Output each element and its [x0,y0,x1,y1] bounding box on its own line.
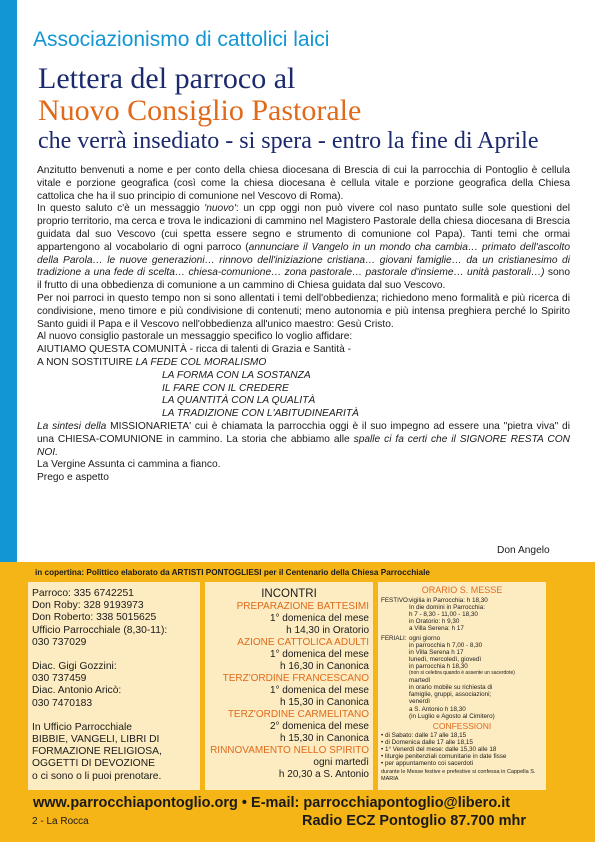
article-title-line1: Lettera del parroco al [38,62,296,95]
slogan: IL FARE CON IL CREDERE [162,382,289,394]
group-line: 1° domenica del mese [269,649,369,660]
slogan-list [37,370,570,421]
time-line: (in Luglio e Agosto al Cimitero) [409,712,495,720]
contact-line: Diac. Gigi Gozzini: [32,661,117,673]
time-line: in orario mobile su richiesta di [409,684,493,692]
orario-messe [381,587,543,782]
time-line: in parrocchia h 7,00 - 8,30 [409,641,483,649]
group-line: ogni martedì [313,757,369,768]
contact-line: In Ufficio Parrocchiale [32,721,132,733]
contact-line: FORMAZIONE RELIGIOSA, [32,746,162,758]
contact-line: Don Roby: 328 9193973 [32,600,144,612]
group-line: h 16,30 in Canonica [280,661,369,672]
slogan: LA TRADIZIONE CON L'ABITUDINEARITÀ [162,408,359,420]
time-line: venerdì [409,698,431,706]
group-name: PREPARAZIONE BATTESIMI [236,601,369,612]
group-line: 1° domenica del mese [269,613,369,624]
blue-sidebar [0,0,17,562]
time-line: martedì [409,677,431,685]
paragraph: La Vergine Assunta ci cammina a fianco. [37,459,221,471]
contact-line: 030 7470183 [32,697,93,709]
group-line: 2° domenica del mese [269,721,369,732]
confession-line: • liturgie penitenziali comunitarie in date fisse [381,753,507,761]
confession-line: • di Domenica dalle 17 alle 18,15 [381,738,473,746]
time-line: in Oratorio: h 9,30 [409,618,460,626]
contact-line: 030 737459 [32,673,87,685]
contacts-list [32,588,167,783]
confession-note: durante le Messe festive e prefestive si confessa in Cappella S. MARIA [381,769,536,782]
time-line: famiglie, gruppi, associazioni; [409,691,492,699]
confession-line: • per appuntamento coi sacerdoti [381,760,474,768]
time-line: vigilia in Parrocchia: h 18,30 [409,597,488,605]
article-title-line2: Nuovo Consiglio Pastorale [38,94,362,127]
page-number: 2 - La Rocca [32,816,89,827]
contact-line: Ufficio Parrocchiale (8,30-11): [32,624,168,636]
radio-line: Radio ECZ Pontoglio 87.700 mhr [302,813,526,829]
paragraph: Prego e aspetto [37,472,109,484]
time-line: (non si celebra quando è assente un sacerdote) [409,670,515,677]
festivo-label: FESTIVO: [381,597,410,605]
article-subtitle: che verrà insediato - si spera - entro la fine di Aprile [38,128,539,154]
group-line: h 14,30 in Oratorio [286,625,369,636]
contact-line: Parroco: 335 6742251 [32,588,134,599]
time-line: in parrocchia h 18,30 [409,662,468,670]
feriali-label: FERIALI: [381,634,407,642]
contact-line: Diac. Antonio Aricò: [32,685,122,697]
letter-body [37,165,570,485]
slogan: LA FORMA CON LA SOSTANZA [162,369,311,381]
time-line: lunedì, mercoledì, giovedì [409,655,482,663]
section-rubric: Associazionismo di cattolici laici [33,28,330,51]
incontri-title: INCONTRI [261,588,317,600]
paragraph: La sintesi della MISSIONARIETA' cui è chiamata la parrocchia oggi è il suo impegno ad essere una "pietra viva" di una CHIESA-COMUNIONE in cammino. La storia che abbiamo alle spalle ci fa certi che il SIGNORE RESTA CON NOI. [37,420,570,458]
festivo-row [381,597,543,632]
contact-line: Don Roberto: 338 5015625 [32,612,157,624]
time-line: ogni giorno [409,634,441,642]
paragraph: Per noi parroci in questo tempo non si sono allentati i temi dell'obbedienza; richiedono meno formalità e più ricerca di condivisione, meno timore e più condivisione di contenuti; meno autonomia e più intensa preghiera perché lo Spirito Santo guidi il Papa e il Vescovo nell'obbedienza all'unico maestro: Gesù Cristo. [37,292,570,330]
contact-line: BIBBIE, VANGELI, LIBRI DI [32,734,160,746]
group-name: TERZ'ORDINE FRANCESCANO [222,673,369,684]
paragraph: In questo saluto c'è un messaggio 'nuovo': un cpp oggi non può vivere col naso puntato sulle sole questioni del proprio territorio, ma cerca e trova le indicazioni di cammino nel Magistero Pastorale della chiesa diocesana di Brescia guidata dal suo Vescovo (cui spetta essere segno e strumento di comunione col Papa). Tanti temi che ormai appartengono al vocabolario di ogni parroco (annunciare il Vangelo in un mondo cha cambia… primato dell'ascolto della Parola… le nuove generazioni… rinnovo dell'iniziazione cristiana… giovani famiglie… da un cristianesimo di tradizione a una fede di scelta… chiesa-comunione… zona pastorale… pastorale d'insieme… unità pastorali…) sono il frutto di una obbedienza di comunione a un cammino di Chiesa guidata dal suo Vescovo. [37,203,570,292]
paragraph: Al nuovo consiglio pastorale un messaggio specifico lo voglio affidare: [37,331,353,343]
time-line: h 7 - 8,30 - 11,00 - 18,30 [409,611,478,619]
confession-line: • 1° Venerdì del mese: dalle 15,30 alle 18 [381,745,497,753]
paragraph: Anzitutto benvenuti a nome e per conto della chiesa diocesana di Brescia di cui la parrocchia di Pontoglio è cellula vitale e porzione geografica (così come la chiesa diocesana è cellula vitale e porzione geografica della Chiesa cattolica che ha il suo principio di comunione nel Vescovo di Roma). [37,165,570,202]
contact-line: 030 737029 [32,636,87,648]
contact-line: OGGETTI DI DEVOZIONE [32,758,155,770]
group-line: h 20,30 a S. Antonio [278,769,369,780]
festivo-times [409,597,488,632]
signature: Don Angelo [497,545,550,556]
confession-line: • di Sabato: dalle 17 alle 18,15 [381,731,467,739]
slogan: LA QUANTITÀ CON LA QUALITÀ [162,395,316,407]
group-name: TERZ'ORDINE CARMELITANO [227,709,369,720]
contact-line: o ci sono o li puoi prenotare. [32,770,162,782]
time-line: a Villa Serena: h 17 [409,625,464,633]
time-line: a S. Antonio h 18,30 [409,705,466,713]
paragraph: AIUTIAMO QUESTA COMUNITÀ - ricca di talenti di Grazia e Santità - [37,344,352,356]
time-line: in Villa Serena h 17 [409,648,464,656]
feriali-row [381,635,543,720]
time-line: In die domini in Parrocchia: [409,604,485,612]
orario-title: ORARIO S. MESSE [421,585,503,595]
incontri-list [209,588,369,781]
group-name: AZIONE CATTOLICA ADULTI [237,637,369,648]
group-line: 1° domenica del mese [269,685,369,696]
cover-caption: in copertina: Polittico elaborato da ARTISTI PONTOGLIESI per il Centenario della Chiesa Parrocchiale [35,568,430,577]
web-email-line: www.parrocchiapontoglio.org • E-mail: parrocchiapontoglio@libero.it [33,795,511,811]
group-line: h 15,30 in Canonica [280,697,369,708]
feriali-times [409,635,515,720]
paragraph: A NON SOSTITUIRE LA FEDE COL MORALISMO [37,356,267,368]
group-name: RINNOVAMENTO NELLO SPIRITO [210,745,369,756]
confessioni-title: CONFESSIONI [432,720,492,731]
group-line: h 15,30 in Canonica [280,733,369,744]
